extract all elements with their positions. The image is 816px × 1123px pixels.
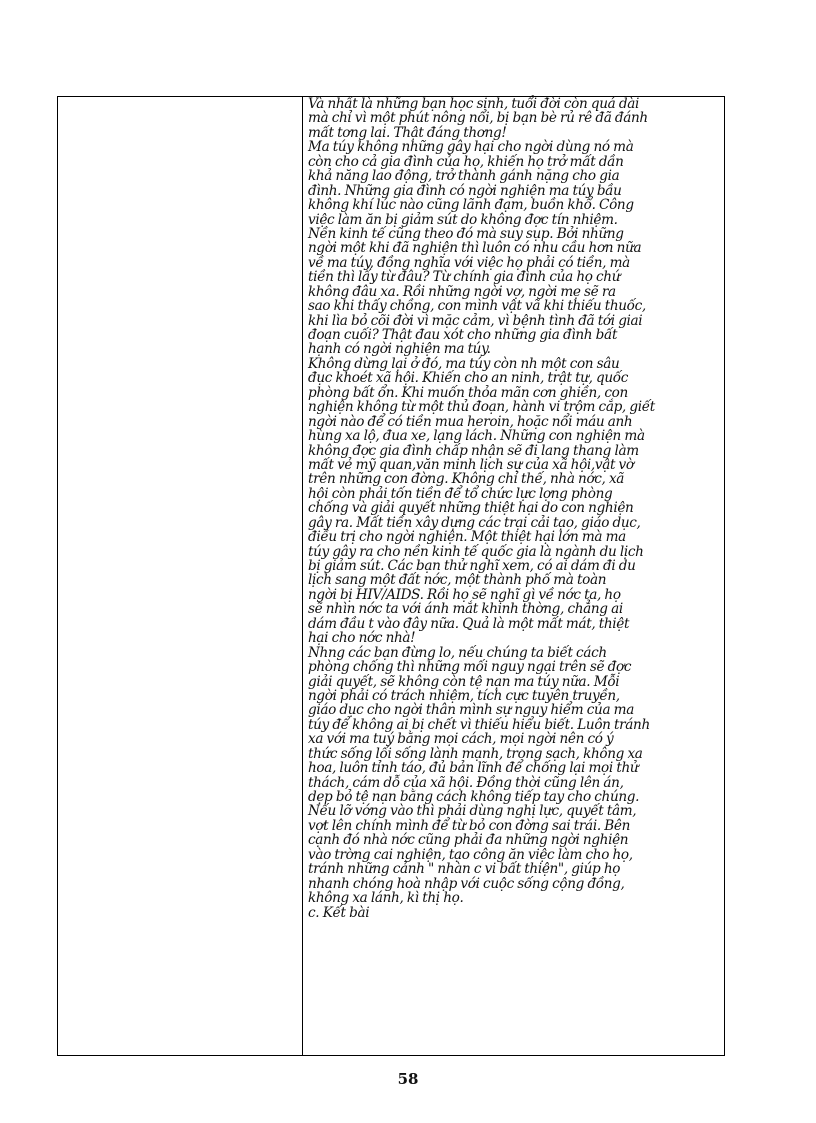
text-line: cạnh đó nhà nớc cũng phải đa những ngời nghiện <box>308 832 629 849</box>
text-line: tiền thì lấy từ đâu? Từ chính gia đình của họ chứ <box>308 269 621 286</box>
text-line: sao khi thấy chồng, con mình vật vã khi thiếu thuốc, <box>308 298 646 315</box>
text-line: hại cho nớc nhà! <box>308 630 416 647</box>
text-line: sẽ nhìn nớc ta với ánh mắt khinh thờng, chẳng ai <box>308 601 623 618</box>
text-line: bị giảm sút. Các bạn thử nghĩ xem, có ai dám đi du <box>308 558 636 574</box>
right-column <box>303 97 724 1055</box>
text-line: giáo dục cho ngời thân mình sự nguy hiểm của ma <box>308 702 634 719</box>
text-line: Nền kinh tế cũng theo đó mà suy sụp. Bởi những <box>308 225 624 242</box>
text-line: nhanh chóng hoà nhập với cuộc sống cộng đồng, <box>308 875 625 892</box>
text-line: đình. Những gia đình có ngời nghiện ma túy bầu <box>308 182 622 199</box>
essay-body <box>308 97 718 920</box>
text-line: ngời phải có trách nhiệm, tích cực tuyên truyền, <box>308 687 620 704</box>
text-line: mất tơng lai. Thật đáng thơng! <box>308 124 507 141</box>
text-line: về ma túy, đồng nghĩa với việc họ phải có tiền, mà <box>308 254 630 271</box>
text-line: chống và giải quyết những thiệt hại do con nghiện <box>308 500 634 517</box>
text-line: thức sống lối sống lành mạnh, trong sạch, không xa <box>308 745 643 762</box>
text-line: vào trờng cai nghiện, tạo công ăn việc làm cho họ, <box>308 846 633 863</box>
text-line: thách, cám dỗ của xã hội. Đồng thời cũng lên án, <box>308 774 624 791</box>
text-line: túy gây ra cho nền kinh tế quốc gia là ngành du lịch <box>308 543 644 560</box>
text-line: Và nhất là những bạn học sinh, tuổi đời còn quá dài <box>308 96 639 112</box>
text-line: c. Kết bài <box>308 904 370 921</box>
text-line: ngời nào để có tiền mua heroin, hoặc nổi máu anh <box>308 413 633 430</box>
page-number: 58 <box>397 1070 419 1088</box>
text-line: ngời bị HIV/AIDS. Rồi họ sẽ nghĩ gì về nớc ta, họ <box>308 586 621 603</box>
text-line: hội còn phải tốn tiền để tổ chức lực lợng phòng <box>308 485 613 502</box>
left-column <box>58 97 303 1055</box>
text-line: hùng xa lộ, đua xe, lạng lách. Những con nghiện mà <box>308 428 645 445</box>
text-line: mà chỉ vì một phút nông nổi, bị bạn bè rủ rê đã đánh <box>308 110 648 127</box>
text-line: xa với ma tuý bằng mọi cách, mọi ngời nên có ý <box>308 731 614 748</box>
text-line: Không dừng lại ở đó, ma túy còn nh một con sâu <box>308 355 620 372</box>
text-line: mất vẻ mỹ quan,văn minh lịch sự của xã hội,vật vờ <box>308 456 634 473</box>
text-line: không khí lúc nào cũng lãnh đạm, buồn khổ. Công <box>308 197 634 214</box>
text-line: còn cho cả gia đình của họ, khiến họ trở mất dần <box>308 153 624 170</box>
text-line: gây ra. Mất tiền xây dựng các trại cải tạo, giáo dục, <box>308 514 641 531</box>
text-line: nghiện không từ một thủ đoạn, hành vi trộm cắp, giết <box>308 399 655 416</box>
text-line: Nhng các bạn đừng lo, nếu chúng ta biết cách <box>308 644 607 661</box>
text-line: khi lìa bỏ cõi đời vì mặc cảm, vì bệnh tình đã tới giai <box>308 312 643 329</box>
text-line: giải quyết, sẽ không còn tệ nạn ma túy nữa. Mỗi <box>308 673 620 690</box>
text-line: không đợc gia đình chấp nhận sẽ đi lang thang làm <box>308 442 639 459</box>
text-line: phòng bất ổn. Khi muốn thỏa mãn cơn ghiền, con <box>308 384 628 401</box>
text-line: phòng chống thì những mối nguy ngại trên sẽ đợc <box>308 659 632 676</box>
text-line: việc làm ăn bị giảm sút do không đợc tín nhiệm. <box>308 211 618 228</box>
text-line: tránh những cảnh " nhàn c vi bất thiện", giúp họ <box>308 861 621 878</box>
text-line: điều trị cho ngời nghiện. Một thiệt hại lớn mà ma <box>308 529 626 546</box>
text-line: trên những con đờng. Không chỉ thế, nhà nớc, xã <box>308 471 625 488</box>
text-line: ngời một khi đã nghiện thì luôn có nhu cầu hơn nữa <box>308 240 642 257</box>
text-line: túy để không ai bị chết vì thiếu hiểu biết. Luôn tránh <box>308 716 650 733</box>
text-line: không xa lánh, kì thị họ. <box>308 890 464 907</box>
text-line: đoạn cuối? Thật đau xót cho những gia đình bất <box>308 327 618 343</box>
text-line: không đâu xa. Rồi những ngời vợ, ngời mẹ sẽ ra <box>308 283 616 300</box>
text-line: Ma túy không những gây hại cho ngời dùng nó mà <box>308 139 634 156</box>
text-line: dám đầu t vào đây nữa. Quả là một mất mát, thiệt <box>308 615 630 632</box>
content-table <box>57 96 725 1056</box>
text-line: khả năng lao động, trở thành gánh nặng cho gia <box>308 168 620 185</box>
text-line: Nếu lỡ vớng vào thì phải dùng nghị lực, quyết tâm, <box>308 803 637 820</box>
text-line: hoa, luôn tỉnh táo, đủ bản lĩnh để chống lại mọi thử <box>308 760 639 777</box>
text-line: vợt lên chính mình để từ bỏ con đờng sai trái. Bên <box>308 817 630 834</box>
text-line: dẹp bỏ tệ nạn bằng cách không tiếp tay cho chúng. <box>308 789 640 805</box>
text-line: lịch sang một đất nớc, một thành phố mà toàn <box>308 572 607 589</box>
text-line: đục khoét xã hội. Khiến cho an ninh, trật tự, quốc <box>308 370 629 387</box>
text-line: hạnh có ngời nghiện ma túy. <box>308 341 491 358</box>
